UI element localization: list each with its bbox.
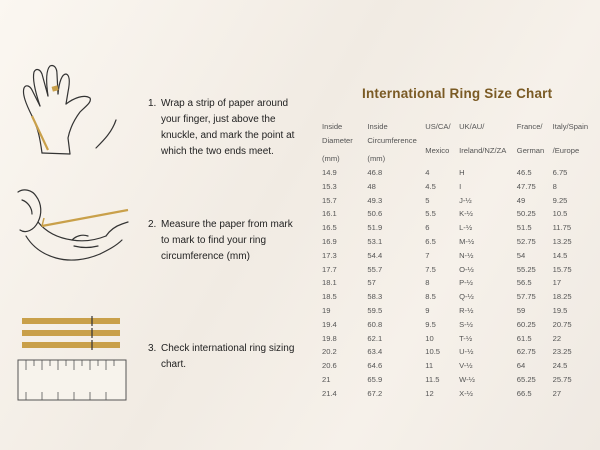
table-cell: 10 xyxy=(425,333,434,343)
table-cell: 54.4 xyxy=(367,250,383,260)
table-cell: S-½ xyxy=(459,319,474,329)
table-cell: 55.7 xyxy=(367,264,383,274)
table-row xyxy=(318,318,600,332)
table-cell: 7.5 xyxy=(425,264,436,274)
table-cell: Q-½ xyxy=(459,292,474,302)
table-cell: P-½ xyxy=(459,278,474,288)
table-cell: 64.6 xyxy=(367,361,383,371)
step-1 xyxy=(148,96,298,160)
table-row xyxy=(318,249,600,263)
table-cell: 27 xyxy=(552,388,562,398)
table-row xyxy=(318,304,600,318)
step-number: 3. xyxy=(148,343,157,354)
table-cell: 54 xyxy=(516,250,526,260)
table-cell: 47.75 xyxy=(516,181,536,191)
step-3 xyxy=(148,341,298,373)
table-cell: 62.75 xyxy=(516,347,536,357)
table-row xyxy=(318,373,600,387)
table-cell: 15.3 xyxy=(322,181,337,191)
table-cell: 67.2 xyxy=(367,388,383,398)
step-text: Wrap a strip of paper around your finger, just above the knuckle, and mark the point at which the two ends meet. xyxy=(161,98,295,157)
chart-title: International Ring Size Chart xyxy=(362,86,553,101)
table-row xyxy=(318,166,600,180)
step-number: 1. xyxy=(148,98,157,109)
table-cell: 58.3 xyxy=(367,292,383,302)
table-cell: 19.8 xyxy=(322,333,337,343)
table-header-row xyxy=(318,120,600,166)
step-text: Check international ring sizing chart. xyxy=(161,343,295,370)
table-cell: 7 xyxy=(425,250,430,260)
table-cell: 24.5 xyxy=(552,361,568,371)
table-cell: 20.2 xyxy=(322,347,337,357)
table-cell: 18.5 xyxy=(322,292,337,302)
table-cell: O-½ xyxy=(459,264,474,274)
table-cell: 9.5 xyxy=(425,319,436,329)
table-row xyxy=(318,263,600,277)
table-cell: 11.5 xyxy=(425,374,440,384)
table-cell: 16.5 xyxy=(322,223,337,233)
table-row xyxy=(318,207,600,221)
table-cell: J-½ xyxy=(459,195,472,205)
table-cell: 5.5 xyxy=(425,209,436,219)
table-cell: 18.1 xyxy=(322,278,337,288)
table-cell: 8 xyxy=(552,181,557,191)
table-row xyxy=(318,276,600,290)
header-uk-au: UK/AU/ Ireland/NZ/ZA xyxy=(459,122,507,155)
table-cell: 12 xyxy=(425,388,434,398)
table-cell: 6.75 xyxy=(552,168,568,177)
table-cell: 6.5 xyxy=(425,236,436,246)
table-cell: 57.75 xyxy=(516,292,536,302)
table-cell: 46.5 xyxy=(516,168,532,177)
table-row xyxy=(318,387,600,401)
ring-size-table xyxy=(318,120,600,401)
table-cell: 17.3 xyxy=(322,250,337,260)
table-cell: 65.25 xyxy=(516,374,536,384)
table-cell: 8 xyxy=(425,278,430,288)
header-france-german: France/ German xyxy=(516,122,545,155)
header-us-ca-mexico: US/CA/ Mexico xyxy=(425,122,451,155)
table-cell: 65.9 xyxy=(367,374,383,384)
table-cell: 55.25 xyxy=(516,264,536,274)
table-row xyxy=(318,180,600,194)
table-cell: 60.25 xyxy=(516,319,536,329)
table-cell: 22 xyxy=(552,333,562,343)
step-number: 2. xyxy=(148,219,157,230)
table-cell: 18.25 xyxy=(552,292,572,302)
table-cell: 17 xyxy=(552,278,562,288)
table-cell: 60.8 xyxy=(367,319,383,329)
header-italy-spain: Italy/Spain /Europe xyxy=(552,122,589,155)
table-cell: W-½ xyxy=(459,374,475,384)
hands-measure-illustration xyxy=(12,180,137,270)
table-row xyxy=(318,235,600,249)
table-cell: 4 xyxy=(425,168,430,177)
table-cell: 14.9 xyxy=(322,168,337,177)
table-cell: N-½ xyxy=(459,250,474,260)
table-cell: H xyxy=(459,168,465,177)
table-cell: 46.8 xyxy=(367,168,383,177)
strips-ruler-illustration xyxy=(16,312,128,408)
table-cell: 48 xyxy=(367,181,376,191)
table-cell: 53.1 xyxy=(367,236,383,246)
table-cell: 17.7 xyxy=(322,264,337,274)
table-cell: 15.7 xyxy=(322,195,337,205)
table-cell: 52.75 xyxy=(516,236,536,246)
table-cell: 10.5 xyxy=(552,209,568,219)
table-row xyxy=(318,221,600,235)
table-row xyxy=(318,290,600,304)
table-cell: 50.25 xyxy=(516,209,536,219)
table-cell: 15.75 xyxy=(552,264,572,274)
table-cell: 5 xyxy=(425,195,430,205)
table-cell: T-½ xyxy=(459,333,473,343)
table-cell: 21 xyxy=(322,374,331,384)
step-2 xyxy=(148,217,298,265)
table-cell: 8.5 xyxy=(425,292,436,302)
table-cell: 20.6 xyxy=(322,361,337,371)
table-cell: X-½ xyxy=(459,388,474,398)
table-cell: K-½ xyxy=(459,209,474,219)
table-cell: 11.75 xyxy=(552,223,572,233)
step-text: Measure the paper from mark to mark to find your ring circumference (mm) xyxy=(161,219,293,262)
table-cell: 13.25 xyxy=(552,236,572,246)
table-cell: L-½ xyxy=(459,223,473,233)
table-cell: 9.25 xyxy=(552,195,568,205)
table-cell: 51.5 xyxy=(516,223,532,233)
table-cell: M-½ xyxy=(459,236,475,246)
table-cell: 20.75 xyxy=(552,319,572,329)
table-cell: 61.5 xyxy=(516,333,532,343)
table-cell: 16.1 xyxy=(322,209,337,219)
table-cell: 16.9 xyxy=(322,236,337,246)
table-cell: 50.6 xyxy=(367,209,383,219)
table-cell: 21.4 xyxy=(322,388,337,398)
table-cell: U-½ xyxy=(459,347,474,357)
table-cell: 64 xyxy=(516,361,526,371)
table-cell: 19.4 xyxy=(322,319,337,329)
table-row xyxy=(318,359,600,373)
table-cell: 25.75 xyxy=(552,374,572,384)
table-cell: 6 xyxy=(425,223,430,233)
table-row xyxy=(318,194,600,208)
table-row xyxy=(318,332,600,346)
table-cell: 11 xyxy=(425,361,434,371)
table-cell: 19.5 xyxy=(552,305,568,315)
table-cell: 9 xyxy=(425,305,430,315)
table-cell: 23.25 xyxy=(552,347,572,357)
table-cell: 10.5 xyxy=(425,347,441,357)
header-inside-diameter: Inside Diameter (mm) xyxy=(322,122,353,163)
hand-wrap-illustration xyxy=(12,58,137,158)
table-cell: V-½ xyxy=(459,361,473,371)
table-cell: 56.5 xyxy=(516,278,532,288)
table-cell: 14.5 xyxy=(552,250,568,260)
table-cell: I xyxy=(459,181,462,191)
table-row xyxy=(318,345,600,359)
table-cell: 49.3 xyxy=(367,195,383,205)
table-cell: 19 xyxy=(322,305,331,315)
table-cell: 63.4 xyxy=(367,347,383,357)
table-cell: R-½ xyxy=(459,305,474,315)
table-cell: 49 xyxy=(516,195,526,205)
table-cell: 59 xyxy=(516,305,526,315)
header-inside-circumference: Inside Circumference (mm) xyxy=(367,122,417,163)
table-cell: 57 xyxy=(367,278,376,288)
table-cell: 51.9 xyxy=(367,223,383,233)
table-cell: 59.5 xyxy=(367,305,383,315)
table-cell: 62.1 xyxy=(367,333,383,343)
table-cell: 66.5 xyxy=(516,388,532,398)
table-cell: 4.5 xyxy=(425,181,436,191)
